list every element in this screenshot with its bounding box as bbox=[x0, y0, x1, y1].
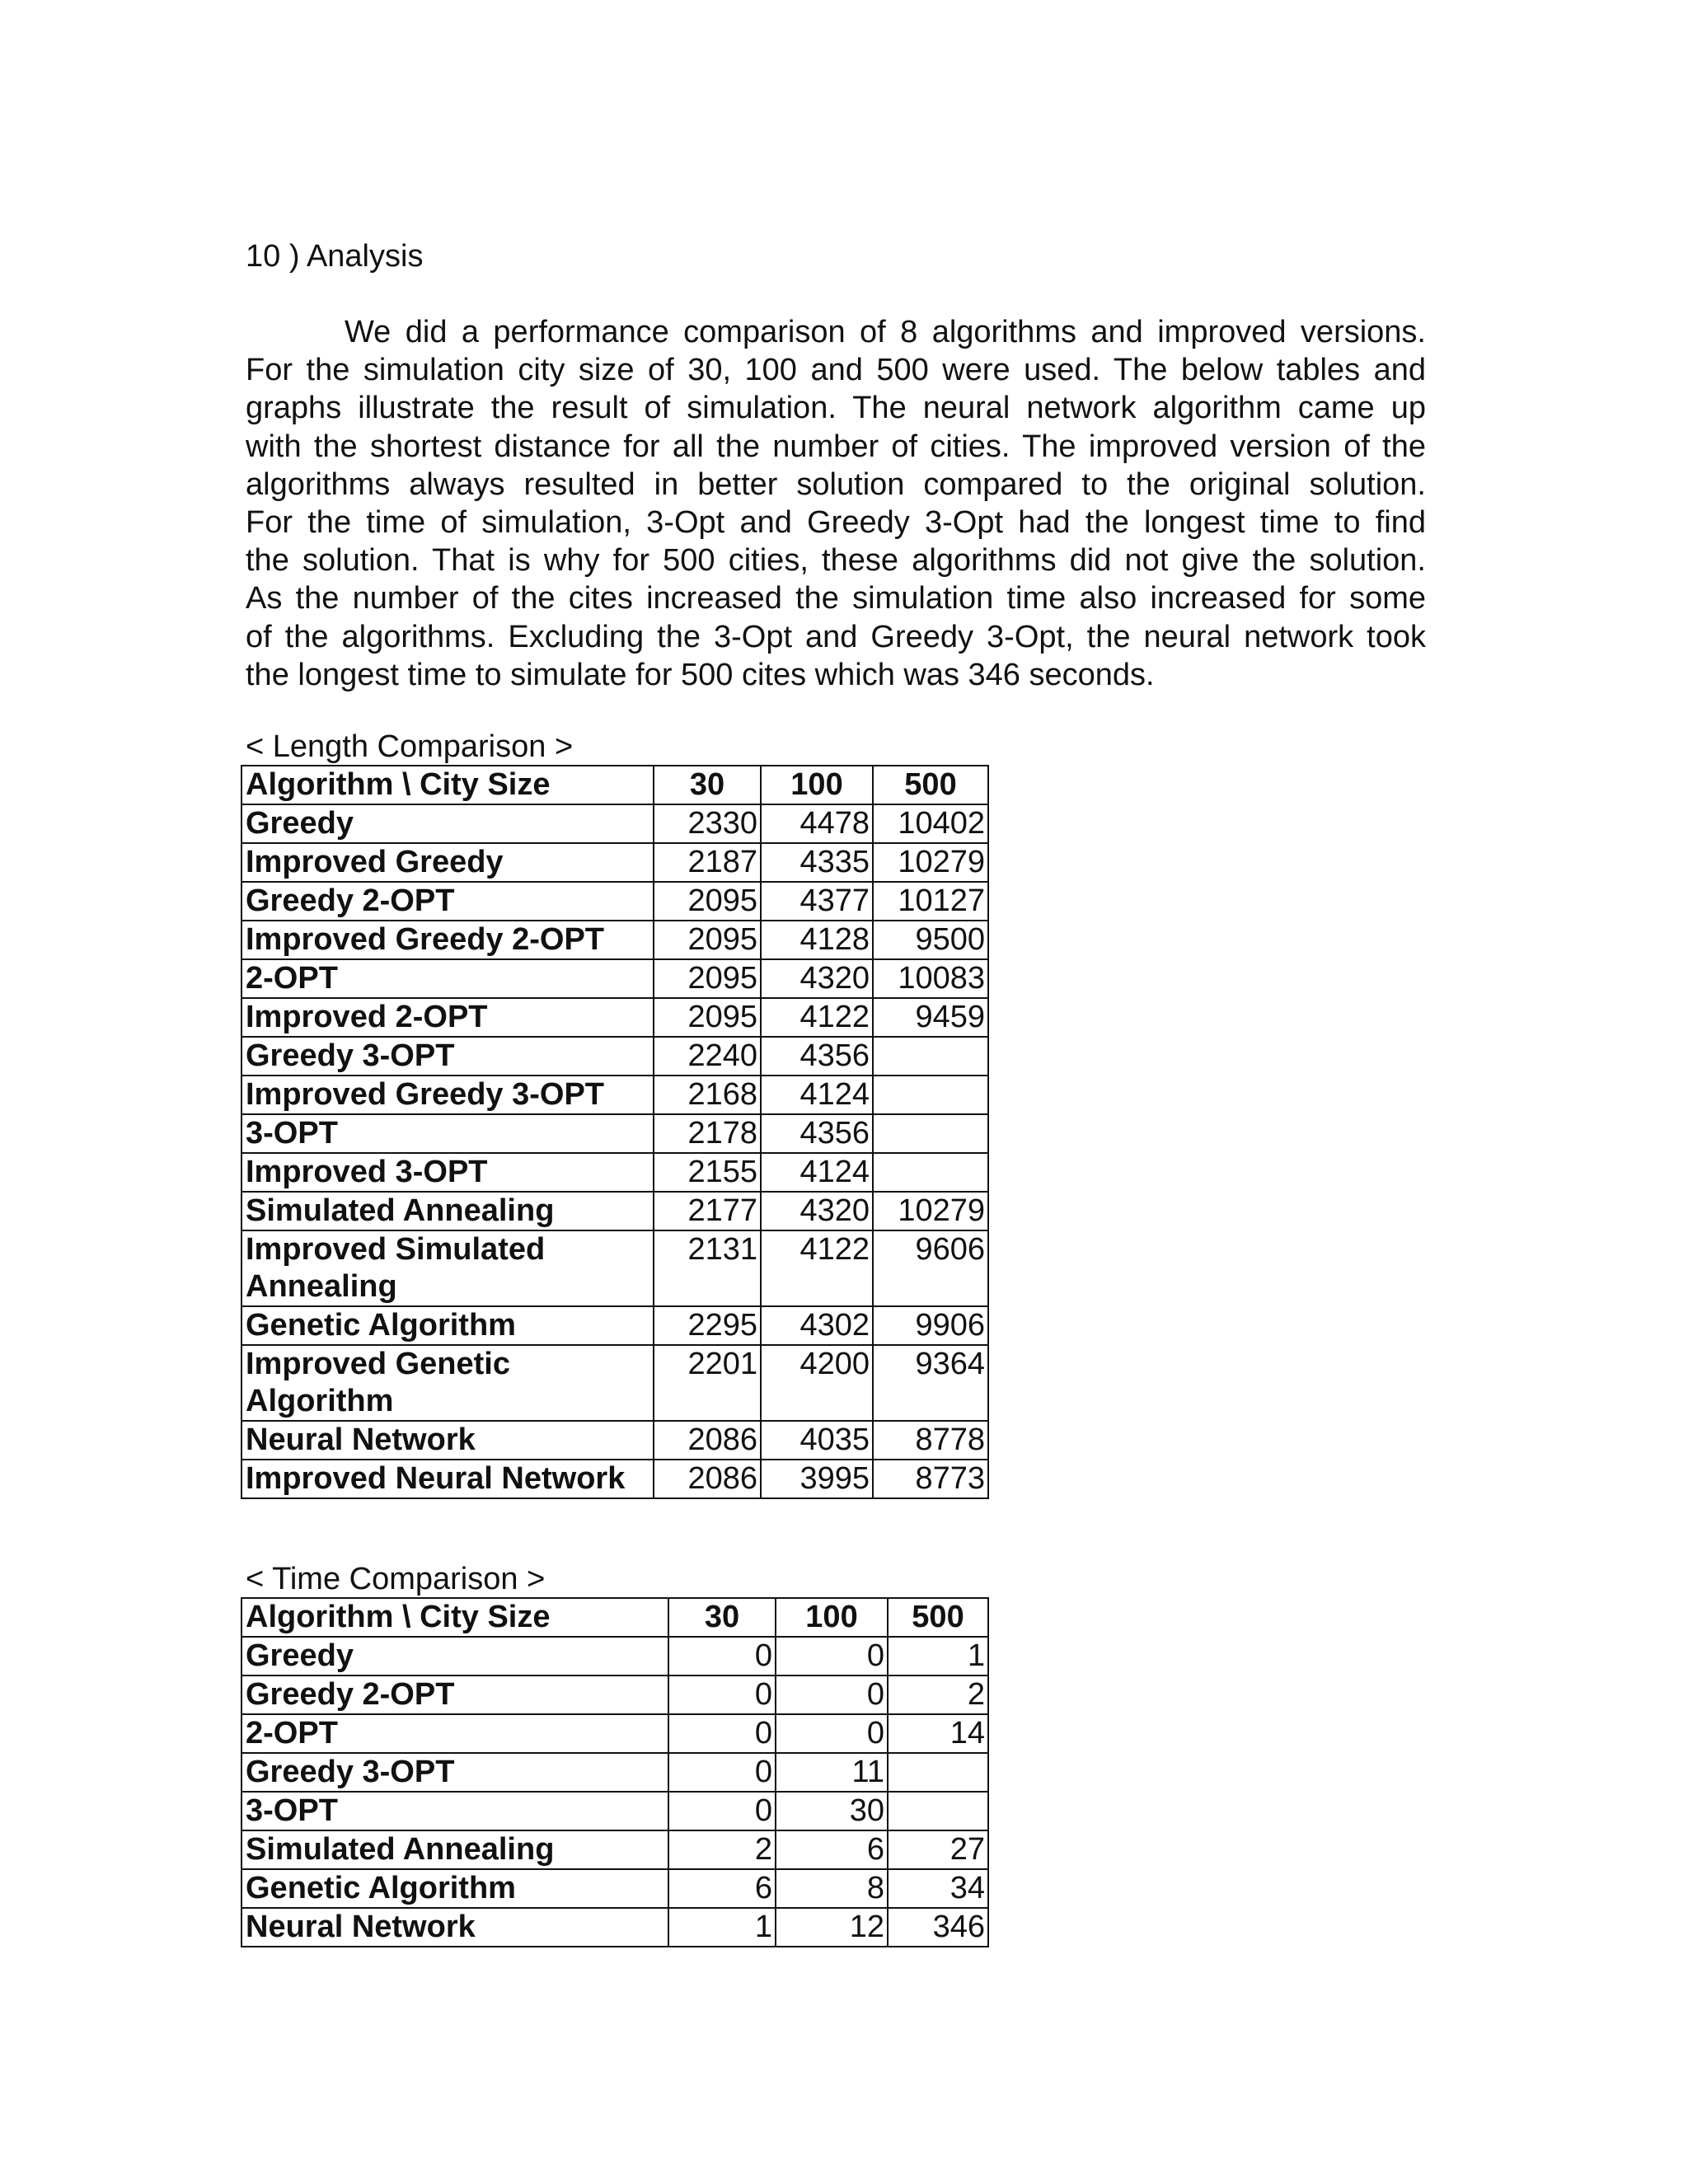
header-algorithm: Algorithm \ City Size bbox=[241, 766, 654, 804]
length-table-caption: < Length Comparison > bbox=[246, 729, 574, 764]
value-cell: 6 bbox=[668, 1869, 776, 1908]
value-cell: 10127 bbox=[873, 882, 988, 921]
value-cell: 4356 bbox=[761, 1037, 873, 1076]
value-cell: 3995 bbox=[761, 1460, 873, 1498]
value-cell bbox=[888, 1753, 988, 1792]
value-cell: 4124 bbox=[761, 1076, 873, 1114]
value-cell: 2 bbox=[888, 1675, 988, 1714]
algorithm-cell: Greedy 3-OPT bbox=[241, 1753, 668, 1792]
value-cell: 27 bbox=[888, 1830, 988, 1869]
value-cell: 4356 bbox=[761, 1114, 873, 1153]
value-cell: 0 bbox=[776, 1714, 888, 1753]
table-row bbox=[241, 1675, 988, 1714]
value-cell: 8 bbox=[776, 1869, 888, 1908]
value-cell bbox=[873, 1076, 988, 1114]
value-cell: 2240 bbox=[654, 1037, 761, 1076]
value-cell: 2201 bbox=[654, 1345, 761, 1421]
paragraph-line: As the number of the cites increased the simulation time also increased for some bbox=[246, 581, 1426, 616]
algorithm-cell: Genetic Algorithm bbox=[241, 1306, 654, 1345]
value-cell: 2187 bbox=[654, 843, 761, 882]
table-row bbox=[241, 1869, 988, 1908]
value-cell: 0 bbox=[668, 1714, 776, 1753]
algorithm-cell: 2-OPT bbox=[241, 1714, 668, 1753]
paragraph-line: with the shortest distance for all the number of cities. The improved version of the bbox=[246, 429, 1426, 464]
algorithm-cell: Improved Neural Network bbox=[241, 1460, 654, 1498]
value-cell: 9606 bbox=[873, 1230, 988, 1306]
algorithm-cell: Simulated Annealing bbox=[241, 1830, 668, 1869]
value-cell: 8773 bbox=[873, 1460, 988, 1498]
table-row bbox=[241, 843, 988, 882]
algorithm-cell: Improved 3-OPT bbox=[241, 1153, 654, 1192]
algorithm-cell: Simulated Annealing bbox=[241, 1192, 654, 1230]
value-cell: 2 bbox=[668, 1830, 776, 1869]
table-row bbox=[241, 1306, 988, 1345]
value-cell: 2177 bbox=[654, 1192, 761, 1230]
table-row bbox=[241, 1421, 988, 1460]
time-table-caption: < Time Comparison > bbox=[246, 1562, 546, 1596]
algorithm-cell: Greedy 3-OPT bbox=[241, 1037, 654, 1076]
value-cell: 0 bbox=[668, 1792, 776, 1830]
table-row bbox=[241, 998, 988, 1037]
value-cell: 0 bbox=[776, 1637, 888, 1675]
value-cell: 4124 bbox=[761, 1153, 873, 1192]
value-cell: 1 bbox=[668, 1908, 776, 1947]
value-cell bbox=[888, 1792, 988, 1830]
value-cell: 2095 bbox=[654, 998, 761, 1037]
value-cell: 0 bbox=[668, 1753, 776, 1792]
value-cell: 2086 bbox=[654, 1421, 761, 1460]
value-cell: 4128 bbox=[761, 921, 873, 959]
value-cell: 4320 bbox=[761, 959, 873, 998]
algorithm-cell: Improved Greedy 2-OPT bbox=[241, 921, 654, 959]
table-row bbox=[241, 1114, 988, 1153]
header-30: 30 bbox=[668, 1598, 776, 1637]
value-cell bbox=[873, 1037, 988, 1076]
algorithm-cell: Neural Network bbox=[241, 1908, 668, 1947]
table-row bbox=[241, 1637, 988, 1675]
value-cell: 2086 bbox=[654, 1460, 761, 1498]
table-header-row bbox=[241, 766, 988, 804]
algorithm-cell: Improved Greedy 3-OPT bbox=[241, 1076, 654, 1114]
value-cell: 2095 bbox=[654, 959, 761, 998]
algorithm-cell: Improved Simulated Annealing bbox=[241, 1230, 654, 1306]
table-row bbox=[241, 1460, 988, 1498]
value-cell: 0 bbox=[668, 1637, 776, 1675]
time-comparison-table bbox=[241, 1597, 989, 1947]
value-cell: 1 bbox=[888, 1637, 988, 1675]
analysis-paragraph bbox=[246, 313, 1426, 694]
value-cell: 4302 bbox=[761, 1306, 873, 1345]
value-cell: 0 bbox=[668, 1675, 776, 1714]
table-row bbox=[241, 1192, 988, 1230]
value-cell: 10279 bbox=[873, 1192, 988, 1230]
value-cell: 11 bbox=[776, 1753, 888, 1792]
value-cell: 34 bbox=[888, 1869, 988, 1908]
value-cell: 10083 bbox=[873, 959, 988, 998]
table-row bbox=[241, 1908, 988, 1947]
value-cell: 2095 bbox=[654, 882, 761, 921]
value-cell: 2330 bbox=[654, 804, 761, 843]
value-cell: 4377 bbox=[761, 882, 873, 921]
value-cell: 2168 bbox=[654, 1076, 761, 1114]
table-row bbox=[241, 1714, 988, 1753]
value-cell: 12 bbox=[776, 1908, 888, 1947]
value-cell bbox=[873, 1114, 988, 1153]
value-cell: 4320 bbox=[761, 1192, 873, 1230]
value-cell: 2155 bbox=[654, 1153, 761, 1192]
algorithm-cell: 2-OPT bbox=[241, 959, 654, 998]
table-row bbox=[241, 882, 988, 921]
table-row bbox=[241, 1830, 988, 1869]
paragraph-line: For the time of simulation, 3-Opt and Greedy 3-Opt had the longest time to find bbox=[246, 505, 1426, 541]
value-cell: 8778 bbox=[873, 1421, 988, 1460]
paragraph-line: algorithms always resulted in better solution compared to the original solution. bbox=[246, 466, 1426, 502]
algorithm-cell: 3-OPT bbox=[241, 1792, 668, 1830]
paragraph-line: For the simulation city size of 30, 100 and 500 were used. The below tables and bbox=[246, 353, 1426, 388]
value-cell: 4035 bbox=[761, 1421, 873, 1460]
paragraph-line: the solution. That is why for 500 cities, these algorithms did not give the solution. bbox=[246, 543, 1426, 579]
value-cell: 4335 bbox=[761, 843, 873, 882]
algorithm-cell: Improved Greedy bbox=[241, 843, 654, 882]
algorithm-cell: Greedy bbox=[241, 804, 654, 843]
table-row bbox=[241, 1345, 988, 1421]
value-cell: 2131 bbox=[654, 1230, 761, 1306]
algorithm-cell: Greedy 2-OPT bbox=[241, 882, 654, 921]
table-row bbox=[241, 1076, 988, 1114]
value-cell: 10402 bbox=[873, 804, 988, 843]
table-header-row bbox=[241, 1598, 988, 1637]
header-500: 500 bbox=[888, 1598, 988, 1637]
value-cell: 30 bbox=[776, 1792, 888, 1830]
table-row bbox=[241, 921, 988, 959]
table-row bbox=[241, 1230, 988, 1306]
value-cell: 4122 bbox=[761, 998, 873, 1037]
algorithm-cell: Greedy bbox=[241, 1637, 668, 1675]
value-cell: 10279 bbox=[873, 843, 988, 882]
table-row bbox=[241, 1753, 988, 1792]
algorithm-cell: 3-OPT bbox=[241, 1114, 654, 1153]
value-cell: 6 bbox=[776, 1830, 888, 1869]
table-row bbox=[241, 959, 988, 998]
value-cell: 9364 bbox=[873, 1345, 988, 1421]
table-row bbox=[241, 1792, 988, 1830]
paragraph-line: graphs illustrate the result of simulation. The neural network algorithm came up bbox=[246, 391, 1426, 426]
value-cell: 4478 bbox=[761, 804, 873, 843]
value-cell: 9500 bbox=[873, 921, 988, 959]
length-comparison-table bbox=[241, 765, 989, 1499]
value-cell: 14 bbox=[888, 1714, 988, 1753]
header-algorithm: Algorithm \ City Size bbox=[241, 1598, 668, 1637]
table-row bbox=[241, 1037, 988, 1076]
value-cell bbox=[873, 1153, 988, 1192]
header-100: 100 bbox=[761, 766, 873, 804]
algorithm-cell: Neural Network bbox=[241, 1421, 654, 1460]
algorithm-cell: Improved Genetic Algorithm bbox=[241, 1345, 654, 1421]
value-cell: 9906 bbox=[873, 1306, 988, 1345]
section-heading: 10 ) Analysis bbox=[246, 239, 424, 274]
paragraph-line: of the algorithms. Excluding the 3-Opt and Greedy 3-Opt, the neural network took bbox=[246, 619, 1426, 654]
header-500: 500 bbox=[873, 766, 988, 804]
value-cell: 0 bbox=[776, 1675, 888, 1714]
paragraph-line: the longest time to simulate for 500 cites which was 346 seconds. bbox=[246, 657, 1155, 692]
paragraph-line: We did a performance comparison of 8 algorithms and improved versions. bbox=[345, 315, 1426, 349]
table-row bbox=[241, 804, 988, 843]
table-row bbox=[241, 1153, 988, 1192]
value-cell: 346 bbox=[888, 1908, 988, 1947]
value-cell: 4122 bbox=[761, 1230, 873, 1306]
algorithm-cell: Greedy 2-OPT bbox=[241, 1675, 668, 1714]
algorithm-cell: Genetic Algorithm bbox=[241, 1869, 668, 1908]
value-cell: 2095 bbox=[654, 921, 761, 959]
algorithm-cell: Improved 2-OPT bbox=[241, 998, 654, 1037]
value-cell: 2295 bbox=[654, 1306, 761, 1345]
value-cell: 4200 bbox=[761, 1345, 873, 1421]
header-100: 100 bbox=[776, 1598, 888, 1637]
value-cell: 9459 bbox=[873, 998, 988, 1037]
value-cell: 2178 bbox=[654, 1114, 761, 1153]
header-30: 30 bbox=[654, 766, 761, 804]
